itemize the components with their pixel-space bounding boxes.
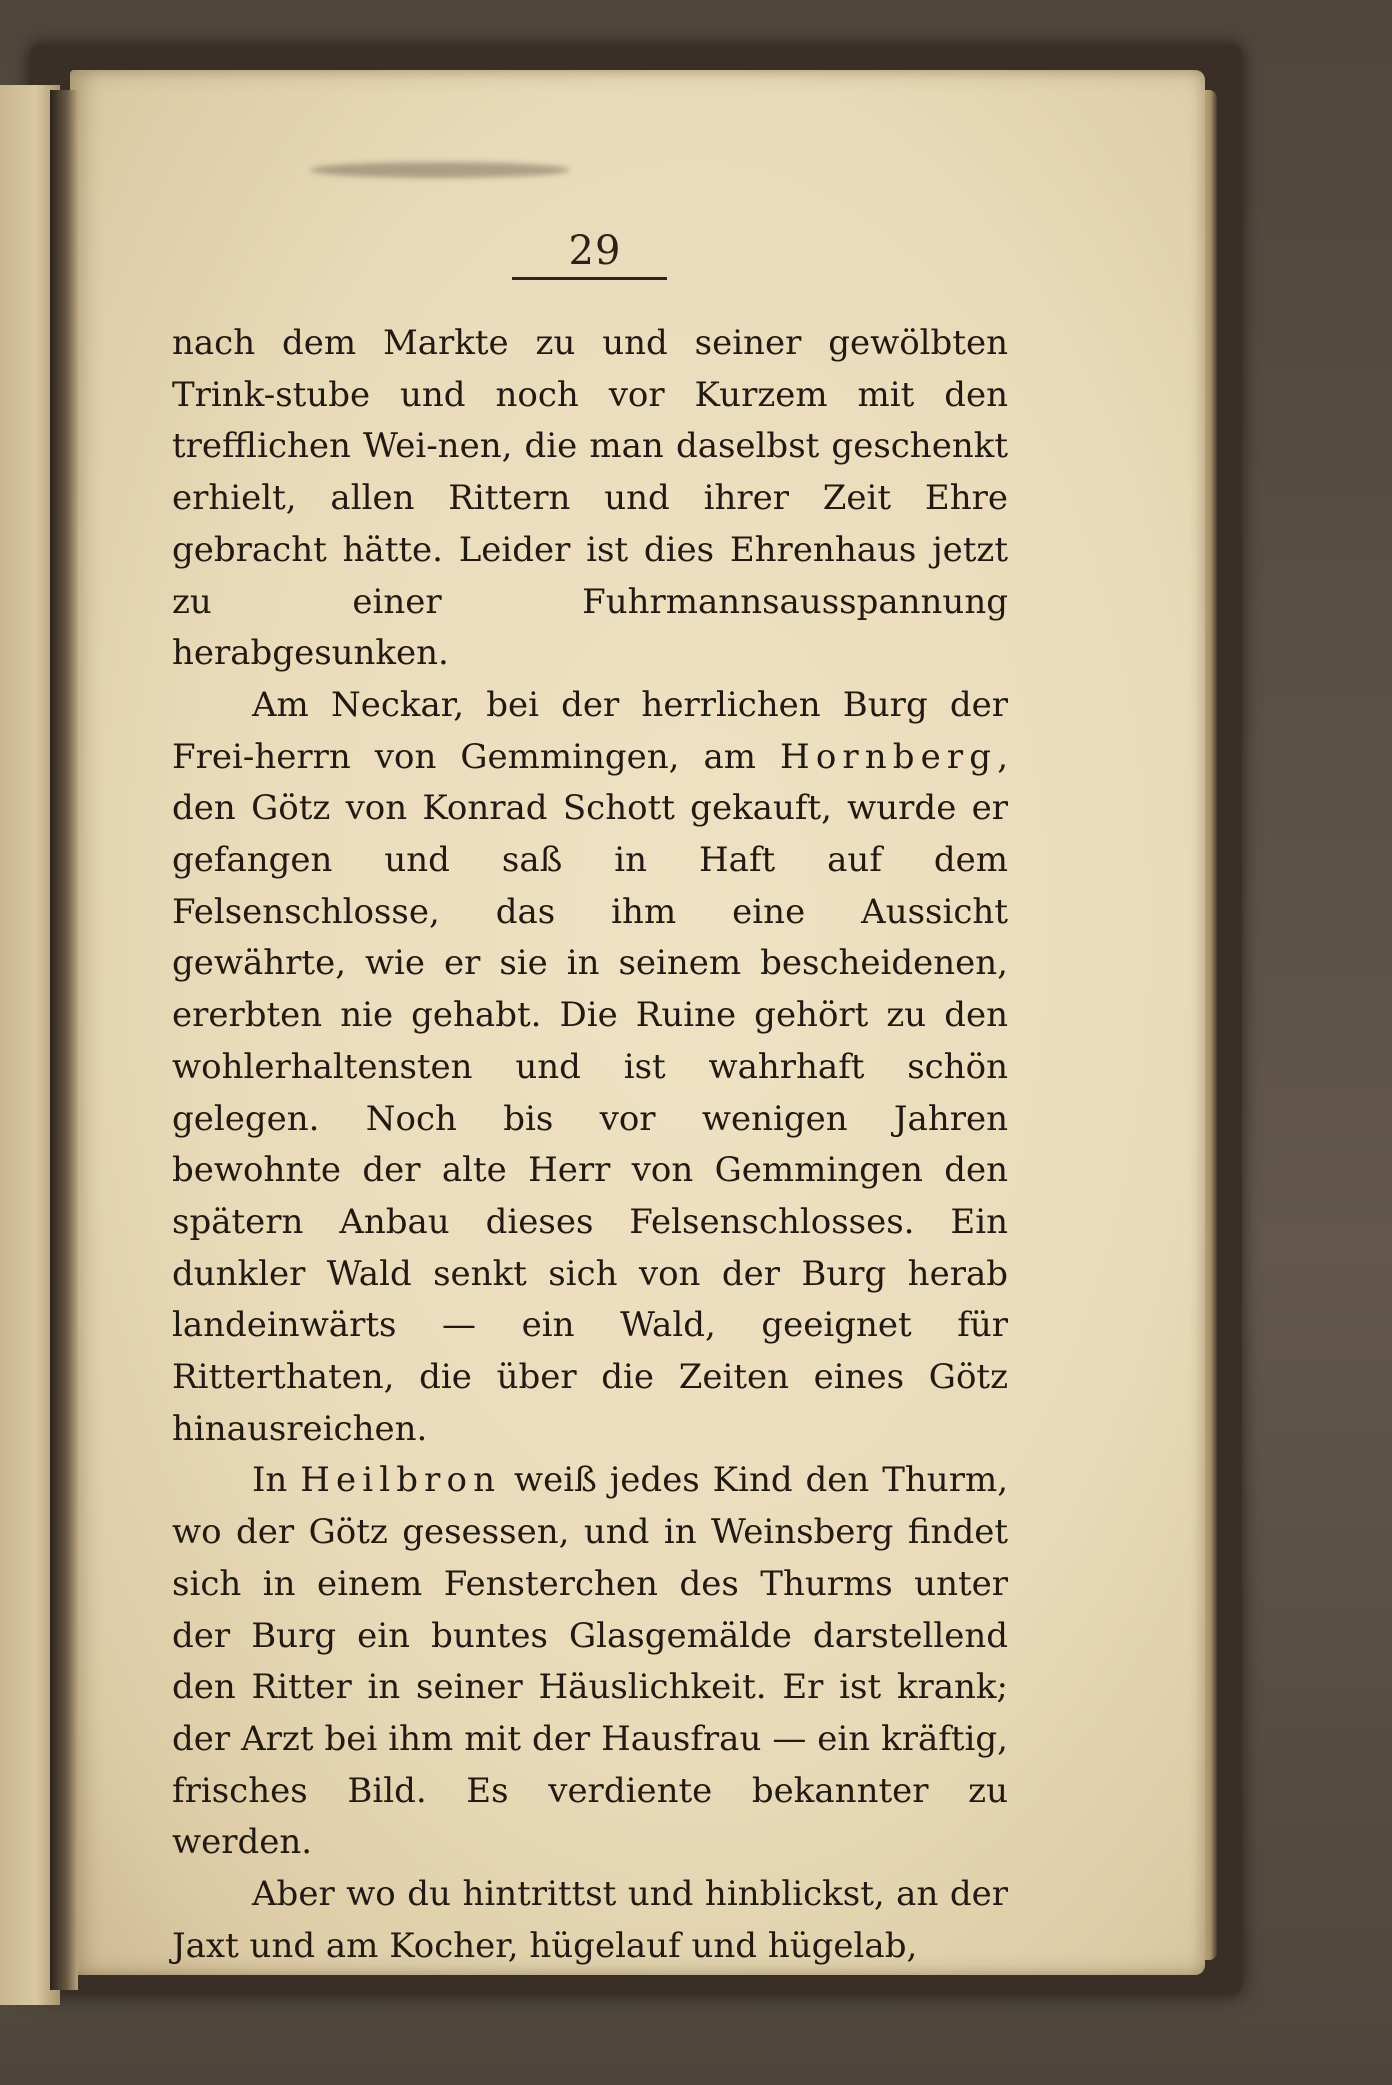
- paragraph-text: In: [252, 1460, 301, 1501]
- paragraph-text: , den Götz von Konrad Schott gekauft, wurde er gefangen und saß in Haft auf dem Felsenschlosse, das ihm eine Aussicht gewährte, wie er sie in seinem bescheidenen, ererbten nie gehabt. Die Ruine gehört zu den wohlerhaltensten und ist wahrhaft schön gelegen. Noch bis vor wenigen Jahren bewohnte der alte Herr von Gemmingen den spätern Anbau dieses Felsenschlosses. Ein dunkler Wald senkt sich von der Burg herab landeinwärts — ein Wald, geeignet für Ritterthaten, die über die Zeiten eines Götz hinausreichen.: [172, 736, 1008, 1449]
- paragraph-1: [172, 318, 1008, 680]
- paragraph-text: weiß jedes Kind den Thurm, wo der Götz gesessen, und in Weinsberg findet sich in einem Fensterchen des Thurms unter der Burg ein buntes Glasgemälde darstellend den Ritter in seiner Häuslichkeit. Er ist krank; der Arzt bei ihm mit der Hausfrau — ein kräftig, frisches Bild. Es verdiente bekannter zu werden.: [172, 1460, 1008, 1863]
- body-text: [172, 318, 1008, 1973]
- book-gutter: [50, 90, 78, 1990]
- page-number-rule: [512, 277, 667, 280]
- page-stain: [310, 162, 570, 178]
- place-name-spaced: Hornberg: [780, 736, 998, 777]
- paragraph-text: Am Neckar, bei der herrlichen Burg der Frei-herrn von Gemmingen, am: [172, 684, 1008, 777]
- paragraph-4: [172, 1869, 1008, 1972]
- paragraph-3: [172, 1455, 1008, 1869]
- page-number: 29: [568, 228, 622, 274]
- place-name-spaced: Heilbron: [300, 1460, 502, 1501]
- paragraph-text: Aber wo du hintrittst und hinblickst, an der Jaxt und am Kocher, hügelauf und hügelab,: [172, 1874, 1008, 1966]
- paragraph-2: [172, 680, 1008, 1456]
- paragraph-text: nach dem Markte zu und seiner gewölbten Trink-stube und noch vor Kurzem mit den trefflichen Wei-nen, die man daselbst geschenkt erhielt, allen Rittern und ihrer Zeit Ehre gebracht hätte. Leider ist dies Ehrenhaus jetzt zu einer Fuhrmannsausspannung herabgesunken.: [172, 323, 1008, 674]
